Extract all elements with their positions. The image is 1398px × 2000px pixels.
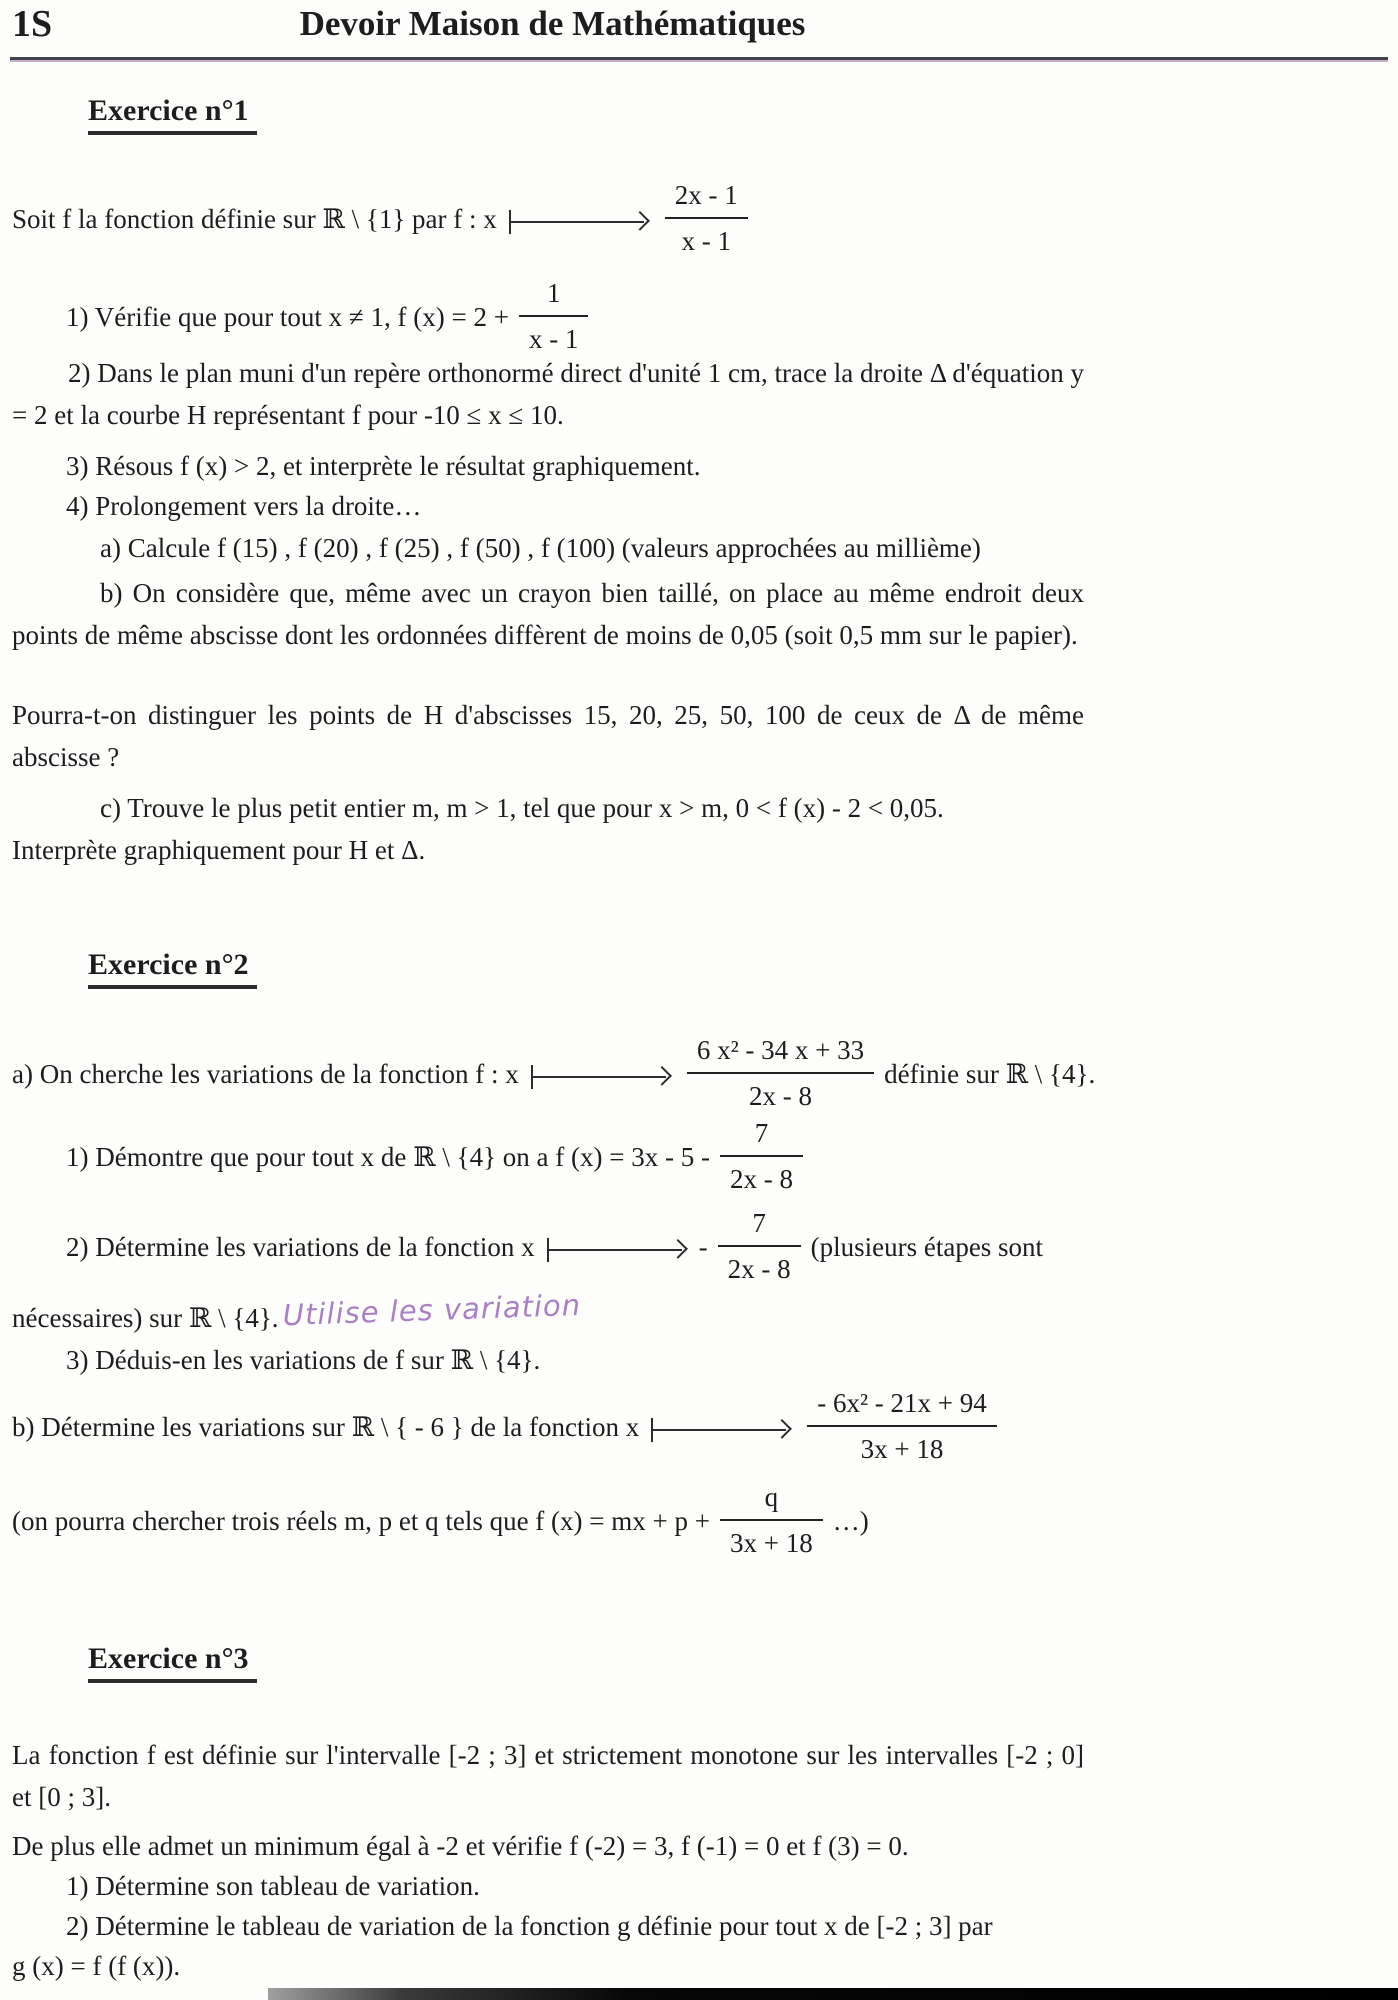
ex2-question-2: [66, 1208, 1043, 1292]
ex1-question-4b-followup: Pourra-t-on distinguer les points de H d'abscisses 15, 20, 25, 50, 100 de ceux de Δ de même abscisse ?: [12, 700, 1084, 772]
ex3-question-2: 2) Détermine le tableau de variation de la fonction g définie pour tout x de [-2 ; 3] par: [66, 1911, 993, 1941]
ex1-q1-text: 1) Vérifie que pour tout x ≠ 1, f (x) = 2 +: [66, 302, 509, 333]
ex1-question-2: 2) Dans le plan muni d'un repère orthonormé direct d'unité 1 cm, trace la droite Δ d'équation y = 2 et la courbe H représentant f pour -10 ≤ x ≤ 10.: [12, 358, 1084, 430]
fraction-numerator: q: [720, 1478, 823, 1521]
ex2-q2-text: 2) Détermine les variations de la fonction x: [66, 1232, 535, 1263]
ex3-conditions-line: De plus elle admet un minimum égal à -2 et vérifie f (-2) = 3, f (-1) = 0 et f (3) = 0.: [12, 1831, 909, 1861]
exercise-1-heading: Exercice n°1: [88, 94, 257, 135]
fraction: [687, 1031, 874, 1115]
exercise-2-heading: Exercice n°2: [88, 948, 257, 989]
ex2-q1-text: 1) Démontre que pour tout x de ℝ \ {4} on a f (x) = 3x - 5 -: [66, 1142, 710, 1173]
mapsto-arrow: [651, 1417, 791, 1443]
ex2-a-text: a) On cherche les variations de la fonction f : x: [12, 1059, 519, 1090]
ex1-intro-text: Soit f la fonction définie sur ℝ \ {1} par f : x: [12, 204, 497, 235]
ex1-question-4: 4) Prolongement vers la droite…: [66, 491, 422, 521]
ex2-question-2-cont: [12, 1287, 582, 1337]
ex2-q2-cont-text: nécessaires) sur ℝ \ {4}.: [12, 1303, 279, 1333]
fraction-numerator: 2x - 1: [665, 176, 748, 219]
ex1-question-4c: c) Trouve le plus petit entier m, m > 1, tel que pour x > m, 0 < f (x) - 2 < 0,05.: [100, 793, 944, 823]
fraction: [720, 1114, 803, 1198]
ex3-intro-paragraph: La fonction f est définie sur l'intervalle [-2 ; 3] et strictement monotone sur les intervalles [-2 ; 0] et [0 ; 3].: [12, 1740, 1084, 1812]
fraction: [720, 1478, 823, 1562]
fraction: [807, 1384, 997, 1468]
ex2-q2-minus-sign: -: [698, 1232, 708, 1263]
fraction: [718, 1204, 801, 1288]
fraction-denominator: 2x - 8: [748, 1081, 812, 1112]
ex2-part-b-line: [12, 1388, 1007, 1472]
arrowhead-icon: [652, 1066, 672, 1086]
scan-edge-bar: [268, 1988, 1398, 2000]
fraction: [665, 176, 748, 260]
fraction-numerator: 7: [718, 1204, 801, 1247]
ex2-question-1: [66, 1118, 813, 1202]
ex1-question-4c-cont: Interprète graphiquement pour H et Δ.: [12, 835, 426, 865]
ex1-intro-line: [12, 180, 758, 264]
ex2-part-b-hint: [12, 1482, 869, 1566]
ex2-q2-text-after: (plusieurs étapes sont: [810, 1232, 1044, 1263]
exercise-3-heading: Exercice n°3: [88, 1642, 257, 1683]
ex2-question-3: 3) Déduis-en les variations de f sur ℝ \ {4}.: [66, 1345, 541, 1375]
mapsto-arrow: [547, 1237, 687, 1263]
ex2-b-hint-text: (on pourra chercher trois réels m, p et q tels que f (x) = mx + p +: [12, 1506, 710, 1537]
fraction: [519, 274, 589, 358]
fraction-numerator: 7: [720, 1114, 803, 1157]
mapsto-arrow: [531, 1064, 671, 1090]
ex1-question-3: 3) Résous f (x) > 2, et interprète le résultat graphiquement.: [66, 451, 701, 481]
fraction-denominator: 2x - 8: [729, 1164, 793, 1195]
arrowhead-icon: [630, 211, 650, 231]
arrowhead-icon: [668, 1239, 688, 1259]
arrowhead-icon: [772, 1419, 792, 1439]
fraction-numerator: 6 x² - 34 x + 33: [687, 1031, 874, 1074]
fraction-numerator: 1: [519, 274, 589, 317]
fraction-denominator: 3x + 18: [729, 1528, 813, 1559]
ex2-b-hint-text-after: …): [832, 1506, 869, 1537]
ex3-question-2-cont: g (x) = f (f (x)).: [12, 1951, 181, 1981]
handwritten-annotation: Utilise les variation: [281, 1287, 582, 1333]
ex2-part-a-line: [12, 1035, 1095, 1119]
ex1-question-1: [66, 278, 598, 362]
fraction-denominator: 3x + 18: [860, 1434, 944, 1465]
fraction-denominator: x - 1: [681, 226, 732, 257]
ex3-question-1: 1) Détermine son tableau de variation.: [66, 1871, 480, 1901]
fraction-numerator: - 6x² - 21x + 94: [807, 1384, 997, 1427]
fraction-denominator: 2x - 8: [727, 1254, 791, 1285]
mapsto-arrow: [509, 209, 649, 235]
header-rule: [10, 57, 1388, 60]
class-level-label: 1S: [12, 3, 53, 45]
fraction-denominator: x - 1: [528, 324, 579, 355]
document-title: Devoir Maison de Mathématiques: [299, 4, 806, 43]
ex2-b-text: b) Détermine les variations sur ℝ \ { - 6 } de la fonction x: [12, 1412, 640, 1443]
ex1-question-4b: b) On considère que, même avec un crayon bien taillé, on place au même endroit deux points de même abscisse dont les ordonnées diffèrent de moins de 0,05 (soit 0,5 mm sur le papier).: [12, 578, 1084, 650]
ex1-question-4a: a) Calcule f (15) , f (20) , f (25) , f (50) , f (100) (valeurs approchées au millième): [100, 533, 981, 563]
ex2-a-text-after: définie sur ℝ \ {4}.: [884, 1059, 1096, 1090]
